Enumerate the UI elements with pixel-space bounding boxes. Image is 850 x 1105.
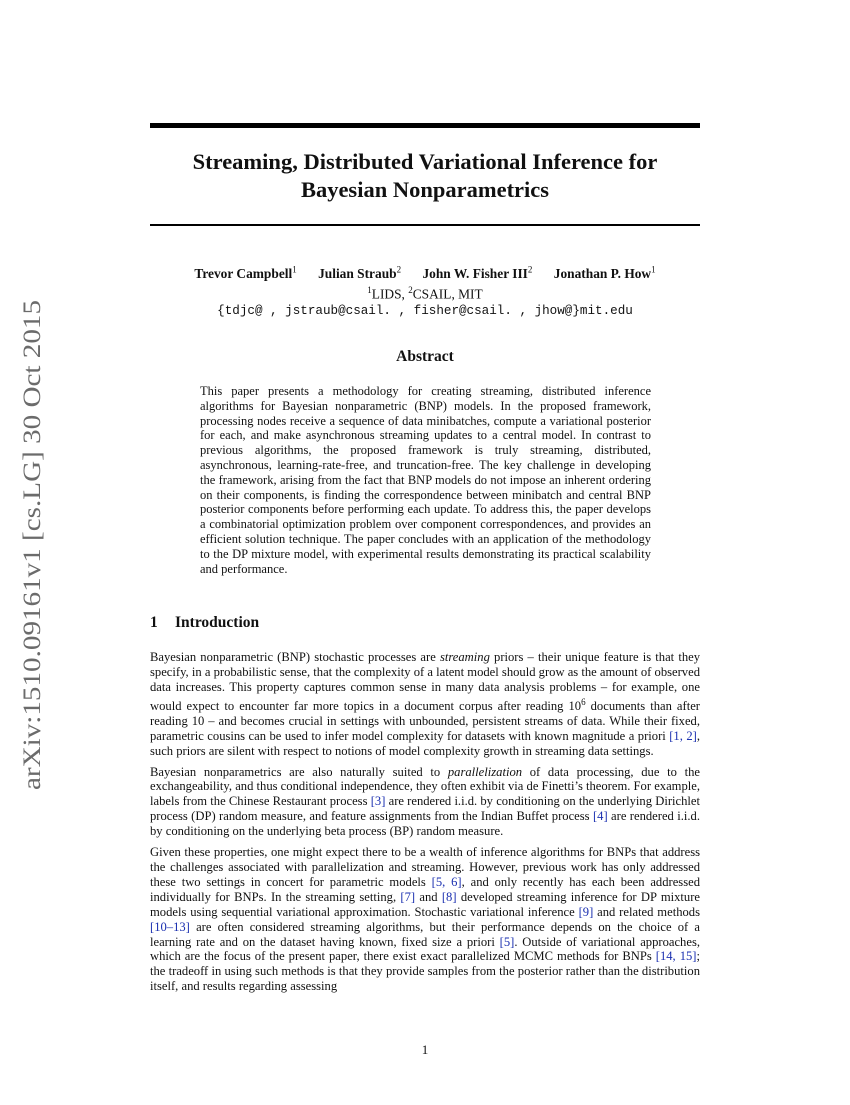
abstract-heading: Abstract — [396, 348, 454, 365]
author: Julian Straub$^2$ — [318, 265, 402, 282]
author-names — [150, 262, 700, 282]
citation-link[interactable]: [5] — [499, 934, 515, 949]
intro-body — [150, 650, 700, 1000]
page-number: 1 — [421, 1042, 429, 1057]
citation-link[interactable]: [9] — [578, 904, 594, 919]
section-heading: 1 Introduction — [150, 614, 260, 631]
author: Jonathan P. How$^1$ — [553, 265, 656, 282]
author-block — [150, 262, 700, 320]
citation-link[interactable]: [4] — [592, 809, 608, 824]
citation-link[interactable]: [10–13] — [150, 919, 190, 934]
citation-link[interactable]: [3] — [370, 794, 386, 809]
affiliations: $^1$LIDS, $^2$CSAIL, MIT — [367, 285, 483, 302]
author: Trevor Campbell$^1$ — [194, 265, 297, 282]
title-bottom-rule — [150, 224, 700, 226]
author: John W. Fisher III$^2$ — [422, 265, 533, 282]
arxiv-stamp-text: arXiv:1510.09161v1 [cs.LG] 30 Oct 2015 — [19, 369, 46, 790]
citation-link[interactable]: [1, 2] — [669, 728, 697, 743]
arxiv-stamp — [10, 0, 50, 1100]
citation-link[interactable]: [7] — [400, 889, 416, 904]
citation-link[interactable]: [14, 15] — [655, 949, 697, 964]
title-line-1: Streaming, Distributed Variational Inference for — [192, 149, 658, 174]
paper-title — [150, 148, 700, 204]
author-emails: {tdjc@ , jstraub@csail. , fisher@csail. , jhow@}mit.edu — [217, 303, 633, 318]
paragraph: Bayesian nonparametrics are also naturally suited to parallelization of data processing, due to the exchangeability, and thus conditional independence, they often exhibit via de Finetti’s theorem. For example, labels from the Chinese Restaurant process [3] are rendered i.i.d. by conditioning on the underlying Dirichlet process (DP) random measure, and feature assignments from the Indian Buffet process [4] are rendered i.i.d. by conditioning on the underlying beta process (BP) random measure. — [150, 764, 701, 839]
abstract-text: This paper presents a methodology for creating streaming, distributed inference algorithms for Bayesian nonparametric (BNP) models. In the proposed framework, processing nodes receive a sequence of data minibatches, compute a variational posterior for each, and make asynchronous streaming updates to a central model. In contrast to previous algorithms, the proposed framework is truly streaming, distributed, asynchronous, learning-rate-free, and truncation-free. The key challenge in developing the framework, arising from the fact that BNP models do not impose an inherent ordering on their components, is finding the correspondence between minibatch and central BNP posterior components before performing each update. To address this, the paper develops a combinatorial optimization problem over component correspondences, and provides an efficient solution technique. The paper concludes with an application of the methodology to the DP mixture model, with experimental results demonstrating its practical scalability and performance. — [200, 384, 651, 576]
title-line-2: Bayesian Nonparametrics — [300, 177, 550, 202]
paragraph: Bayesian nonparametric (BNP) stochastic processes are streaming priors – their unique feature is that they specify, in a probabilistic sense, that the complexity of a latent model should grow as the amount of observed data increases. This property captures common sense in many data analysis problems – for example, one would expect to encounter far more topics in a document corpus after reading $10^6$ documents than after reading 10 – and becomes crucial in settings with unbounded, persistent streams of data. While their fixed, parametric cousins can be used to infer model complexity for datasets with known magnitude a priori [1, 2], such priors are silent with respect to notions of model complexity growth in streaming data settings. — [150, 650, 700, 758]
paragraph: Given these properties, one might expect there to be a wealth of inference algorithms for BNPs that address the challenges associated with parallelization and streaming. However, previous work has only addressed these two settings in concert for parametric models [5, 6], and only recently has each been addressed individually for BNPs. In the streaming setting, [7] and [8] developed streaming inference for DP mixture models using sequential variational approximation. Stochastic variational inference [9] and related methods [10–13] are often considered streaming algorithms, but their performance depends on the choice of a learning rate and on the dataset having known, fixed size a priori [5]. Outside of variational approaches, which are the focus of the present paper, there exist exact parallelized MCMC methods for BNPs [14, 15]; the tradeoff in using such methods is that they provide samples from the posterior rather than the distribution itself, and results regarding assessing — [150, 845, 700, 994]
citation-link[interactable]: [5, 6] — [431, 874, 462, 889]
citation-link[interactable]: [8] — [441, 889, 457, 904]
title-top-rule — [150, 123, 700, 128]
